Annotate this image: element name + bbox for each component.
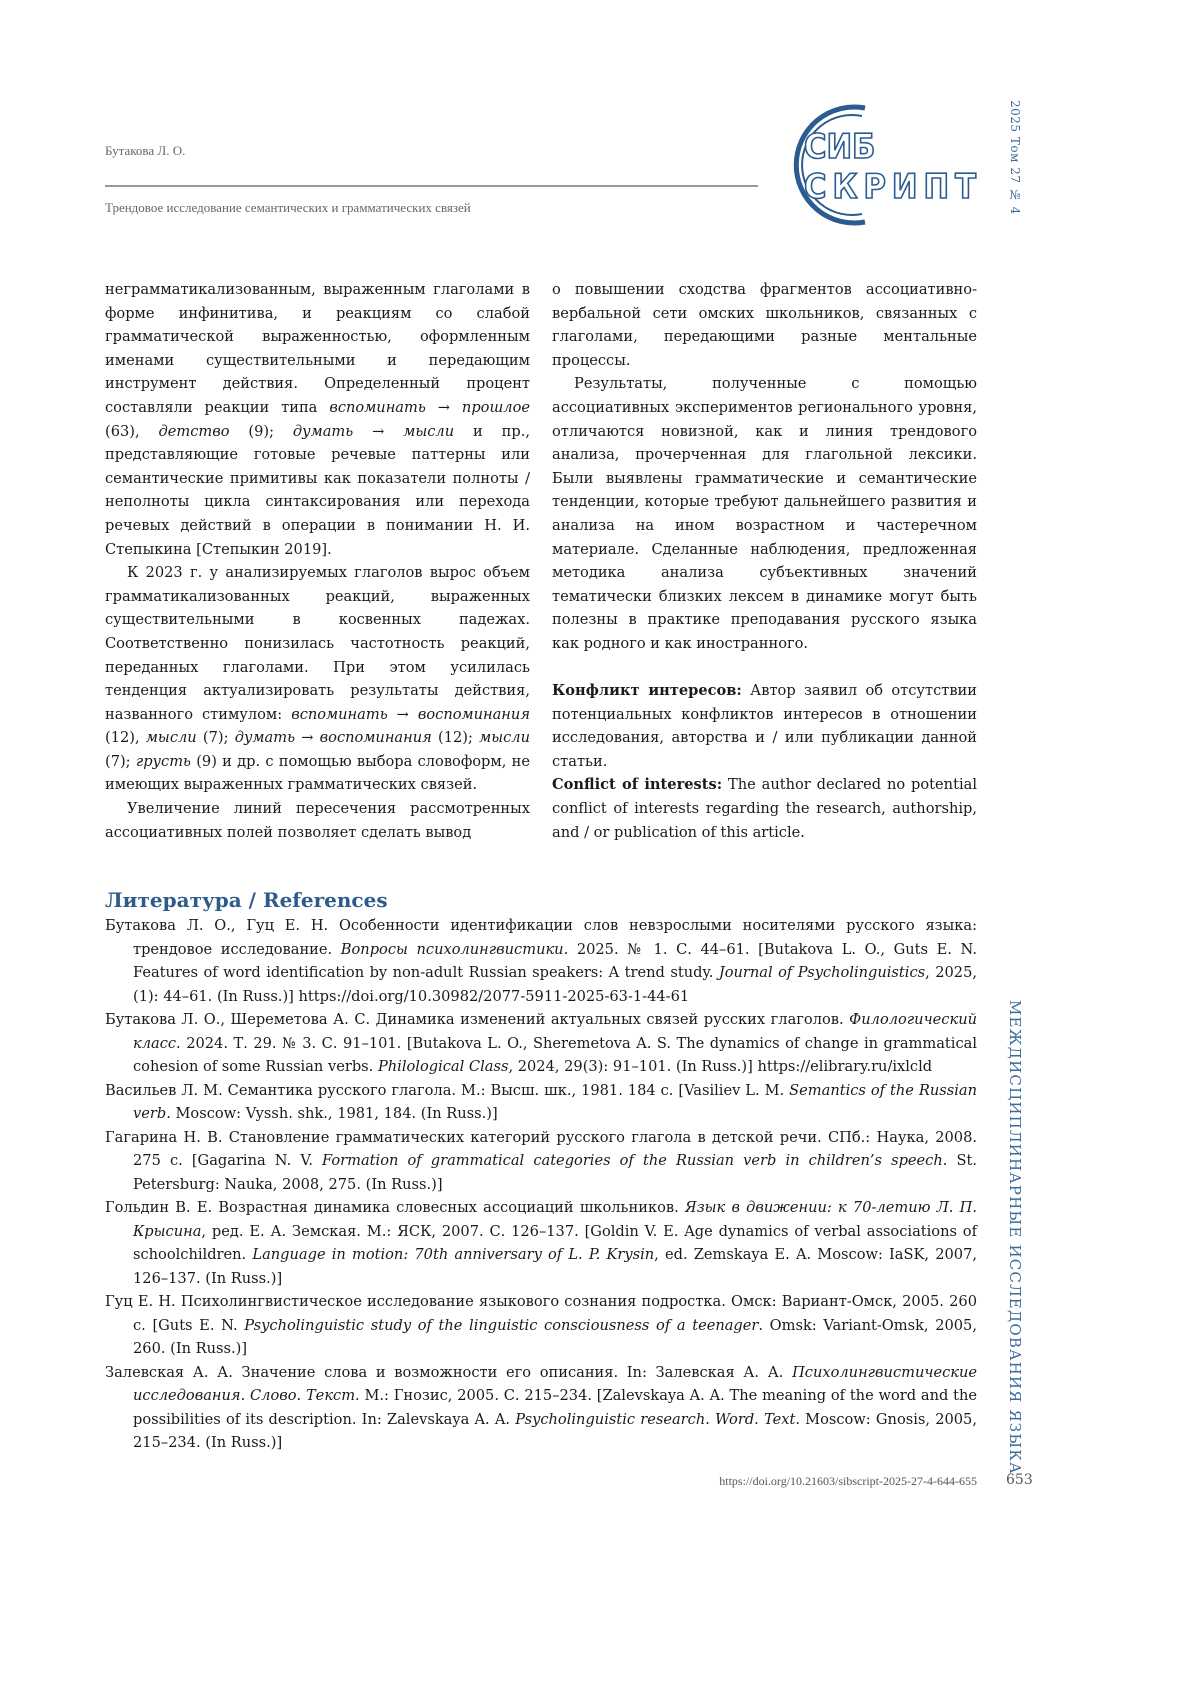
- italic-text: Journal of Psycholinguistics: [719, 964, 925, 981]
- italic-text: Psycholinguistic study of the linguistic consciousness of a teenager: [244, 1317, 758, 1334]
- text-run: Гуц Е. Н. Психолингвистическое исследование языкового сознания подростка. Омск: Вариант-Омск, 2005. 260 с. [Guts E. N.: [105, 1293, 977, 1334]
- text-run: М.: Гнозис, 2005. С. 215–234. [Zalevskaya A. A. The meaning of the word and the possibilities of its description. In: Zalevskaya A. A.: [133, 1387, 977, 1428]
- italic-text: Semantics of the Russian verb: [133, 1082, 977, 1123]
- text-run: Увеличение линий пересечения рассмотренных ассоциативных полей позволяет сделать вывод: [105, 800, 530, 841]
- text-run: (9);: [230, 423, 293, 440]
- paragraph: [552, 372, 977, 655]
- text-run: неграмматикализованным, выраженным глаголами в форме инфинитива, и реакциям со слабой грамматической выраженностью, оформленным именами существительными и передающим инструмент действия. Определенный процент составляли реакции типа: [105, 281, 530, 416]
- italic-text: Psycholinguistic research. Word. Text: [515, 1411, 795, 1428]
- bold-label: Conflict of interests:: [552, 776, 722, 793]
- italic-text: грусть: [136, 753, 191, 770]
- text-run: и пр., представляющие готовые речевые паттерны или семантические примитивы как показатели полноты / неполноты цикла синтаксирования или перехода речевых действий в операции в понимании Н. И. Степыкина [Степыкин 2019].: [105, 423, 530, 558]
- running-header-author: Бутакова Л. О.: [105, 143, 185, 159]
- text-run: Бутакова Л. О., Шереметова А. С. Динамика изменений актуальных связей русских глаголов.: [105, 1011, 849, 1028]
- italic-text: Philological Class: [378, 1058, 509, 1075]
- logo-text-line2: СКРИПТ: [804, 167, 976, 207]
- header-divider: [105, 185, 758, 187]
- paragraph: [552, 278, 977, 372]
- text-run: 2025. № 1. С. 44–61. [Butakova L. O., Guts E. N. Features of word identification by non-adult Russian speakers: A trend study.: [133, 941, 977, 982]
- text-run: . Moscow: Gnosis, 2005, 215–234. (In Russ.)]: [133, 1411, 977, 1452]
- text-run: Результаты, полученные с помощью ассоциативных экспериментов регионального уровня, отличаются новизной, как и линия трендового анализа, прочерченная для глагольной лексики. Были выявлены грамматические и семантические тенденции, которые требуют дальнейшего развития и анализа на ином возрастном и частеречном материале. Сделанные наблюдения, предложенная методика анализа субъективных значений тематически близких лексем в динамике могут быть полезны в практике преподавания русского языка как родного и как иностранного.: [552, 375, 977, 652]
- section-label: МЕЖДИСЦИПЛИНАРНЫЕ ИССЛЕДОВАНИЯ ЯЗЫКА: [1006, 1000, 1024, 1475]
- reference-item: [105, 914, 977, 1008]
- text-run: Бутакова Л. О., Гуц Е. Н. Особенности идентификации слов невзрослыми носителями русского языка: трендовое исследование.: [105, 917, 977, 958]
- logo-text-line1: СИБ: [804, 127, 875, 167]
- text-run: о повышении сходства фрагментов ассоциативно-вербальной сети омских школьников, связанных с глаголами, передающими разные ментальные процессы.: [552, 281, 977, 369]
- paragraph: [105, 561, 530, 797]
- paragraph: [105, 278, 530, 561]
- text-run: Залевская А. А. Значение слова и возможности его описания. In: Залевская А. А.: [105, 1364, 792, 1381]
- italic-text: думать → мысли: [293, 423, 454, 440]
- text-run: , 2025, (1): 44–61. (In Russ.)] https://doi.org/10.30982/2077-5911-2025-63-1-44-61: [133, 964, 977, 1005]
- text-run: (9) и др. с помощью выбора словоформ, не имеющих выраженных грамматических связей.: [105, 753, 530, 794]
- text-run: , ed. Zemskaya E. A. Moscow: IaSK, 2007, 126–137. (In Russ.)]: [133, 1246, 977, 1287]
- text-run: , ред. Е. А. Земская. М.: ЯСК, 2007. С. 126–137. [Goldin V. E. Age dynamics of verbal associations of schoolchildren.: [133, 1223, 977, 1264]
- italic-text: мысли: [479, 729, 530, 746]
- text-run: (12),: [105, 729, 146, 746]
- right-column: [552, 278, 977, 844]
- text-run: (12);: [432, 729, 479, 746]
- text-run: К 2023 г. у анализируемых глаголов вырос объем грамматикализованных реакций, выраженных существительными в косвенных падежах. Соответственно понизилась частотность реакций, переданных глаголами. При этом усилилась тенденция актуализировать результаты действия, названного стимулом:: [105, 564, 530, 723]
- italic-text: детство: [159, 423, 230, 440]
- italic-text: Formation of grammatical categories of the Russian verb in children’s speech: [322, 1152, 943, 1169]
- reference-item: [105, 1196, 977, 1290]
- italic-text: думать → воспоминания: [235, 729, 432, 746]
- text-run: Гольдин В. Е. Возрастная динамика словесных ассоциаций школьников.: [105, 1199, 685, 1216]
- reference-item: [105, 1008, 977, 1079]
- article-doi-link[interactable]: https://doi.org/10.21603/sibscript-2025-27-4-644-655: [719, 1474, 977, 1489]
- text-run: . Moscow: Vyssh. shk., 1981, 184. (In Russ.)]: [166, 1105, 497, 1122]
- page-number: 653: [1006, 1472, 1033, 1488]
- journal-logo: [770, 100, 990, 230]
- italic-text: мысли: [146, 729, 197, 746]
- italic-text: Вопросы психолингвистики.: [341, 941, 568, 958]
- text-run: . Omsk: Variant-Omsk, 2005, 260. (In Russ.)]: [133, 1317, 977, 1358]
- text-run: . St. Petersburg: Nauka, 2008, 275. (In Russ.)]: [133, 1152, 977, 1193]
- text-run: (7);: [197, 729, 235, 746]
- paragraph: [552, 773, 977, 844]
- bold-label: Конфликт интересов:: [552, 682, 742, 699]
- text-run: (63),: [105, 423, 159, 440]
- italic-text: Language in motion: 70th anniversary of L. P. Krysin: [252, 1246, 654, 1263]
- italic-text: Психолингвистические исследования. Слово. Текст.: [133, 1364, 977, 1405]
- references-list: [105, 914, 977, 1455]
- issue-label: 2025 Том 27 № 4: [1008, 100, 1022, 215]
- italic-text: Филологический класс.: [133, 1011, 977, 1052]
- reference-item: [105, 1361, 977, 1455]
- references-heading: Литература / References: [105, 888, 388, 912]
- text-run: Автор заявил об отсутствии потенциальных конфликтов интересов в отношении исследования, авторства и / или публикации данной статьи.: [552, 682, 977, 770]
- paragraph: [105, 797, 530, 844]
- running-header-title: Трендовое исследование семантических и грамматических связей: [105, 200, 471, 216]
- italic-text: вспоминать → воспоминания: [291, 706, 530, 723]
- italic-text: вспоминать → прошлое: [329, 399, 530, 416]
- reference-item: [105, 1290, 977, 1361]
- text-run: Гагарина Н. В. Становление грамматических категорий русского глагола в детской речи. СПб.: Наука, 2008. 275 с. [Gagarina N. V.: [105, 1129, 977, 1170]
- reference-item: [105, 1126, 977, 1197]
- left-column: [105, 278, 530, 844]
- text-run: (7);: [105, 753, 136, 770]
- italic-text: Язык в движении: к 70-летию Л. П. Крысина: [133, 1199, 977, 1240]
- text-run: , 2024, 29(3): 91–101. (In Russ.)] https://elibrary.ru/ixlcld: [508, 1058, 932, 1075]
- text-run: Васильев Л. М. Семантика русского глагола. М.: Высш. шк., 1981. 184 с. [Vasiliev L. M.: [105, 1082, 789, 1099]
- reference-item: [105, 1079, 977, 1126]
- paragraph: [552, 679, 977, 773]
- text-run: The author declared no potential conflict of interests regarding the research, authorship, and / or publication of this article.: [552, 776, 977, 840]
- text-run: 2024. Т. 29. № 3. С. 91–101. [Butakova L. O., Sheremetova A. S. The dynamics of change in grammatical cohesion of some Russian verbs.: [133, 1035, 977, 1076]
